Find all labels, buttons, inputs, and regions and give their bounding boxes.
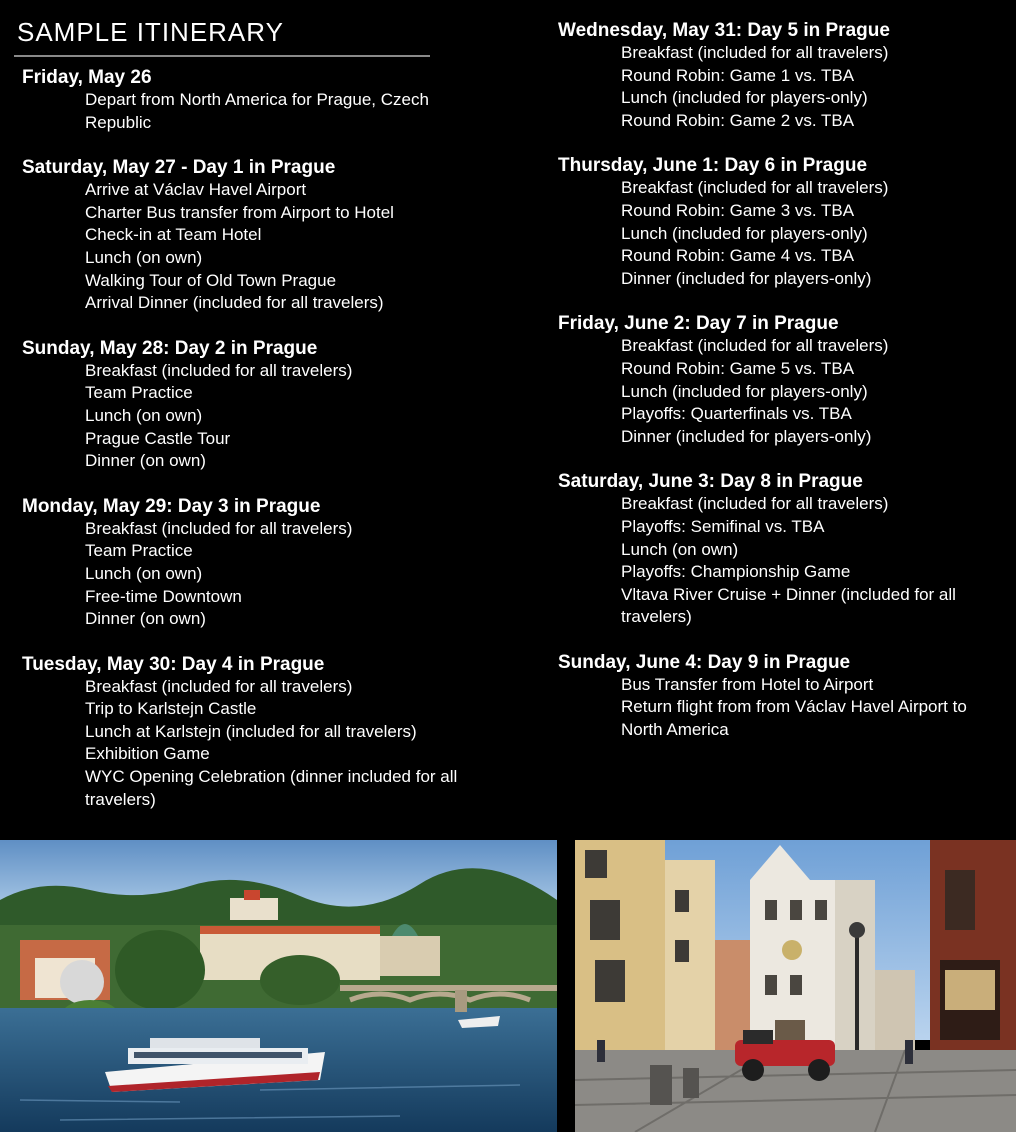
activity-item: Lunch (included for players-only) xyxy=(621,223,868,243)
activity-item: Trip to Karlstejn Castle xyxy=(85,699,257,719)
day-title: Wednesday, May 31: Day 5 in Prague xyxy=(558,20,890,41)
activity-item: Round Robin: Game 1 vs. TBA xyxy=(621,65,855,85)
day-block xyxy=(558,154,1008,290)
day-title: Tuesday, May 30: Day 4 in Prague xyxy=(22,653,325,675)
day-block xyxy=(558,651,1008,742)
activity-item: Arrive at Václav Havel Airport xyxy=(85,180,307,200)
activity-item: Walking Tour of Old Town Prague xyxy=(85,270,337,290)
activity-item: Lunch (on own) xyxy=(85,247,203,267)
page-title: SAMPLE ITINERARY xyxy=(17,17,284,47)
activity-item: Round Robin: Game 4 vs. TBA xyxy=(621,246,855,266)
activity-item: Breakfast (included for all travelers) xyxy=(85,676,353,696)
activity-item: Arrival Dinner (included for all travelers) xyxy=(85,293,384,313)
day-block xyxy=(22,66,462,134)
river-cruise-photo xyxy=(0,840,557,1132)
activity-item: Exhibition Game xyxy=(85,744,210,764)
activity-item: Team Practice xyxy=(85,383,193,403)
activity-item: Breakfast (included for all travelers) xyxy=(621,43,889,62)
activity-item: Bus Transfer from Hotel to Airport xyxy=(621,674,874,694)
day-title: Friday, May 26 xyxy=(22,67,152,88)
day-block xyxy=(22,337,462,473)
activity-item: Playoffs: Semifinal vs. TBA xyxy=(621,516,825,536)
activity-item: Breakfast (included for all travelers) xyxy=(621,178,889,198)
activity-item: Lunch at Karlstejn (included for all travelers) xyxy=(85,721,417,741)
activity-item: Return flight from from Václav Havel Airport to North America xyxy=(621,697,967,740)
day-block xyxy=(22,156,462,315)
activity-item: Lunch (on own) xyxy=(621,539,739,559)
itinerary-column-right xyxy=(558,19,1008,764)
day-title: Friday, June 2: Day 7 in Prague xyxy=(558,313,839,335)
title-divider xyxy=(14,55,430,57)
itinerary-column-left xyxy=(22,66,462,833)
day-title: Sunday, June 4: Day 9 in Prague xyxy=(558,651,851,673)
day-title: Thursday, June 1: Day 6 in Prague xyxy=(558,155,868,177)
activity-item: Charter Bus transfer from Airport to Hotel xyxy=(85,202,394,222)
activity-item: Lunch (on own) xyxy=(85,405,203,425)
activity-item: Round Robin: Game 2 vs. TBA xyxy=(621,110,855,130)
activity-item: Lunch (included for players-only) xyxy=(621,88,868,108)
old-town-street-photo xyxy=(575,840,1016,1132)
activity-item: Free-time Downtown xyxy=(85,586,242,606)
activity-item: Dinner (included for players-only) xyxy=(621,268,872,288)
activity-item: Vltava River Cruise + Dinner (included for all travelers) xyxy=(621,584,956,627)
day-block xyxy=(558,312,1008,448)
activity-item: Prague Castle Tour xyxy=(85,428,231,448)
day-block xyxy=(558,19,1008,132)
activity-item: Playoffs: Quarterfinals vs. TBA xyxy=(621,404,852,424)
activity-item: Team Practice xyxy=(85,541,193,561)
activity-item: Lunch (on own) xyxy=(85,563,203,583)
activity-item: Round Robin: Game 3 vs. TBA xyxy=(621,200,855,220)
activity-item: Lunch (included for players-only) xyxy=(621,381,868,401)
day-title: Sunday, May 28: Day 2 in Prague xyxy=(22,337,318,359)
activity-item: Playoffs: Championship Game xyxy=(621,562,851,582)
activity-item: Breakfast (included for all travelers) xyxy=(85,360,353,380)
activity-item: Dinner (on own) xyxy=(85,451,206,471)
activity-item: Dinner (included for players-only) xyxy=(621,426,872,446)
day-block xyxy=(22,653,462,812)
activity-item: Check-in at Team Hotel xyxy=(85,225,262,245)
day-title: Saturday, May 27 - Day 1 in Prague xyxy=(22,157,336,179)
day-block xyxy=(558,470,1008,629)
day-block xyxy=(22,495,462,631)
activity-item: Breakfast (included for all travelers) xyxy=(85,518,353,538)
activity-item: Depart from North America for Prague, Czech Republic xyxy=(85,90,429,132)
activity-item: Breakfast (included for all travelers) xyxy=(621,494,889,514)
activity-item: WYC Opening Celebration (dinner included for all travelers) xyxy=(85,767,458,809)
activity-item: Dinner (on own) xyxy=(85,609,206,629)
day-title: Monday, May 29: Day 3 in Prague xyxy=(22,495,321,517)
activity-item: Breakfast (included for all travelers) xyxy=(621,336,889,356)
activity-item: Round Robin: Game 5 vs. TBA xyxy=(621,358,855,378)
day-title: Saturday, June 3: Day 8 in Prague xyxy=(558,471,863,493)
